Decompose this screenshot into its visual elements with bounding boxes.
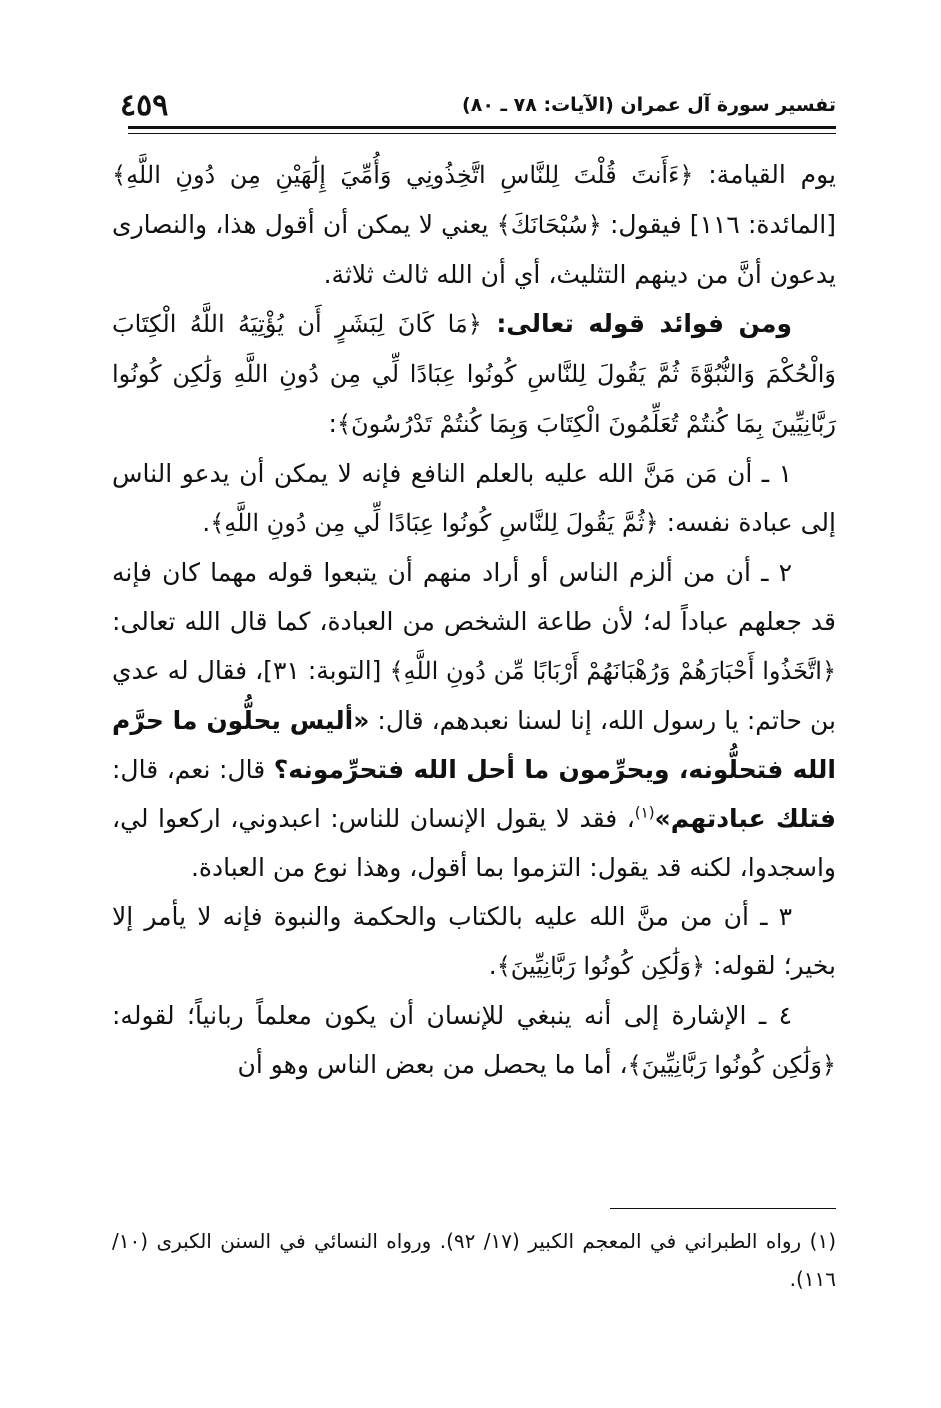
text-run: :	[328, 409, 337, 438]
quran-verse: ﴿مَا كَانَ لِبَشَرٍ أَن يُؤْتِيَهُ اللَّهُ الْكِتَابَ وَالْحُكْمَ وَالنُّبُوَّةَ ثُمَّ يَقُولَ لِلنَّاسِ كُونُوا عِبَادًا لِّي مِن دُونِ اللَّهِ وَلَٰكِن كُونُوا رَبَّانِيِّينَ بِمَا كُنتُمْ تُعَلِّمُونَ الْكِتَابَ وَبِمَا كُنتُمْ تَدْرُسُونَ﴾	[112, 310, 836, 438]
footnote: (١) رواه الطبراني في المعجم الكبير (١٧/ ٩٢). ورواه النسائي في السنن الكبرى (١٠/ ١١٦).	[112, 1229, 836, 1291]
running-header	[120, 88, 836, 122]
paragraph	[112, 299, 836, 449]
paragraph	[112, 991, 836, 1090]
text-run: .	[202, 508, 211, 537]
text-run: يوم القيامة:	[693, 160, 836, 189]
footnotes	[112, 1222, 836, 1298]
bold-text: فتلك عبادتهم»	[654, 804, 836, 833]
body-text	[112, 150, 836, 1090]
page-number: ٤٥٩	[120, 87, 169, 123]
text-run: [المائدة: ١١٦] فيقول:	[601, 210, 836, 239]
text-run: ٤ ـ الإشارة إلى أنه ينبغي للإنسان أن يكون معلماً ربانياً؛ لقوله:	[112, 1001, 792, 1030]
footnote-marker[interactable]: (١)	[634, 803, 655, 822]
text-run: [التوبة: ٣١]، فقال له عدي بن حاتم: يا رسول الله، إنا لسنا نعبدهم، قال:	[112, 656, 836, 735]
footnote-separator	[610, 1208, 836, 1209]
text-run: ، فقد لا يقول الإنسان للناس: اعبدوني، اركعوا لي، واسجدوا، لكنه قد يقول: التزموا بما أقول، وهذا نوع من العبادة.	[112, 804, 836, 882]
text-run: ، أما ما يحصل من بعض الناس وهو أن	[237, 1050, 628, 1079]
quran-verse: ﴿اتَّخَذُوا أَحْبَارَهُمْ وَرُهْبَانَهُمْ أَرْبَابًا مِّن دُونِ اللَّهِ﴾	[389, 657, 837, 685]
header-rule	[128, 126, 836, 129]
text-run: قال: نعم، قال:	[112, 755, 274, 784]
bold-text: «أليس يحلُّون ما حرَّم الله فتحلُّونه، ويحرِّمون ما أحل الله فتحرِّمونه؟	[112, 706, 836, 784]
text-run: .	[488, 951, 497, 980]
quran-verse: ﴿وَلَٰكِن كُونُوا رَبَّانِيِّينَ﴾	[627, 1051, 836, 1079]
text-run: ٢ ـ أن من ألزم الناس أو أراد منهم أن يتبعوا قوله مهما كان فإنه قد جعلهم عباداً له؛ لأن طاعة الشخص من العبادة، كما قال الله تعالى:	[112, 558, 836, 636]
bold-text: ومن فوائد قوله تعالى:	[481, 309, 792, 338]
running-title: تفسير سورة آل عمران (الآيات: ٧٨ ـ ٨٠)	[462, 94, 836, 116]
quran-verse: ﴿ءَأَنتَ قُلْتَ لِلنَّاسِ اتَّخِذُونِي وَأُمِّيَ إِلَٰهَيْنِ مِن دُونِ اللَّهِ﴾	[112, 161, 694, 189]
paragraph	[112, 892, 836, 991]
text-run: ١ ـ أن مَن مَنَّ الله عليه بالعلم النافع فإنه لا يمكن أن يدعو الناس إلى عبادة نفسه:	[112, 459, 836, 537]
text-run: يعني لا يمكن أن أقول هذا، والنصارى يدعون أنَّ من دينهم التثليث، أي أن الله ثالث ثلاثة.	[112, 210, 836, 289]
quran-verse: ﴿وَلَٰكِن كُونُوا رَبَّانِيِّينَ﴾	[496, 952, 706, 980]
paragraph	[112, 548, 836, 892]
text-run: ٣ ـ أن من منَّ الله عليه بالكتاب والحكمة والنبوة فإنه لا يأمر إلا بخير؛ لقوله:	[112, 902, 836, 980]
quran-verse: ﴿ثُمَّ يَقُولَ لِلنَّاسِ كُونُوا عِبَادًا لِّي مِن دُونِ اللَّهِ﴾	[210, 509, 659, 537]
paragraph	[112, 449, 836, 548]
quran-verse: ﴿سُبْحَانَكَ﴾	[496, 211, 602, 239]
paragraph	[112, 150, 836, 299]
header-rule-thin	[128, 133, 836, 134]
